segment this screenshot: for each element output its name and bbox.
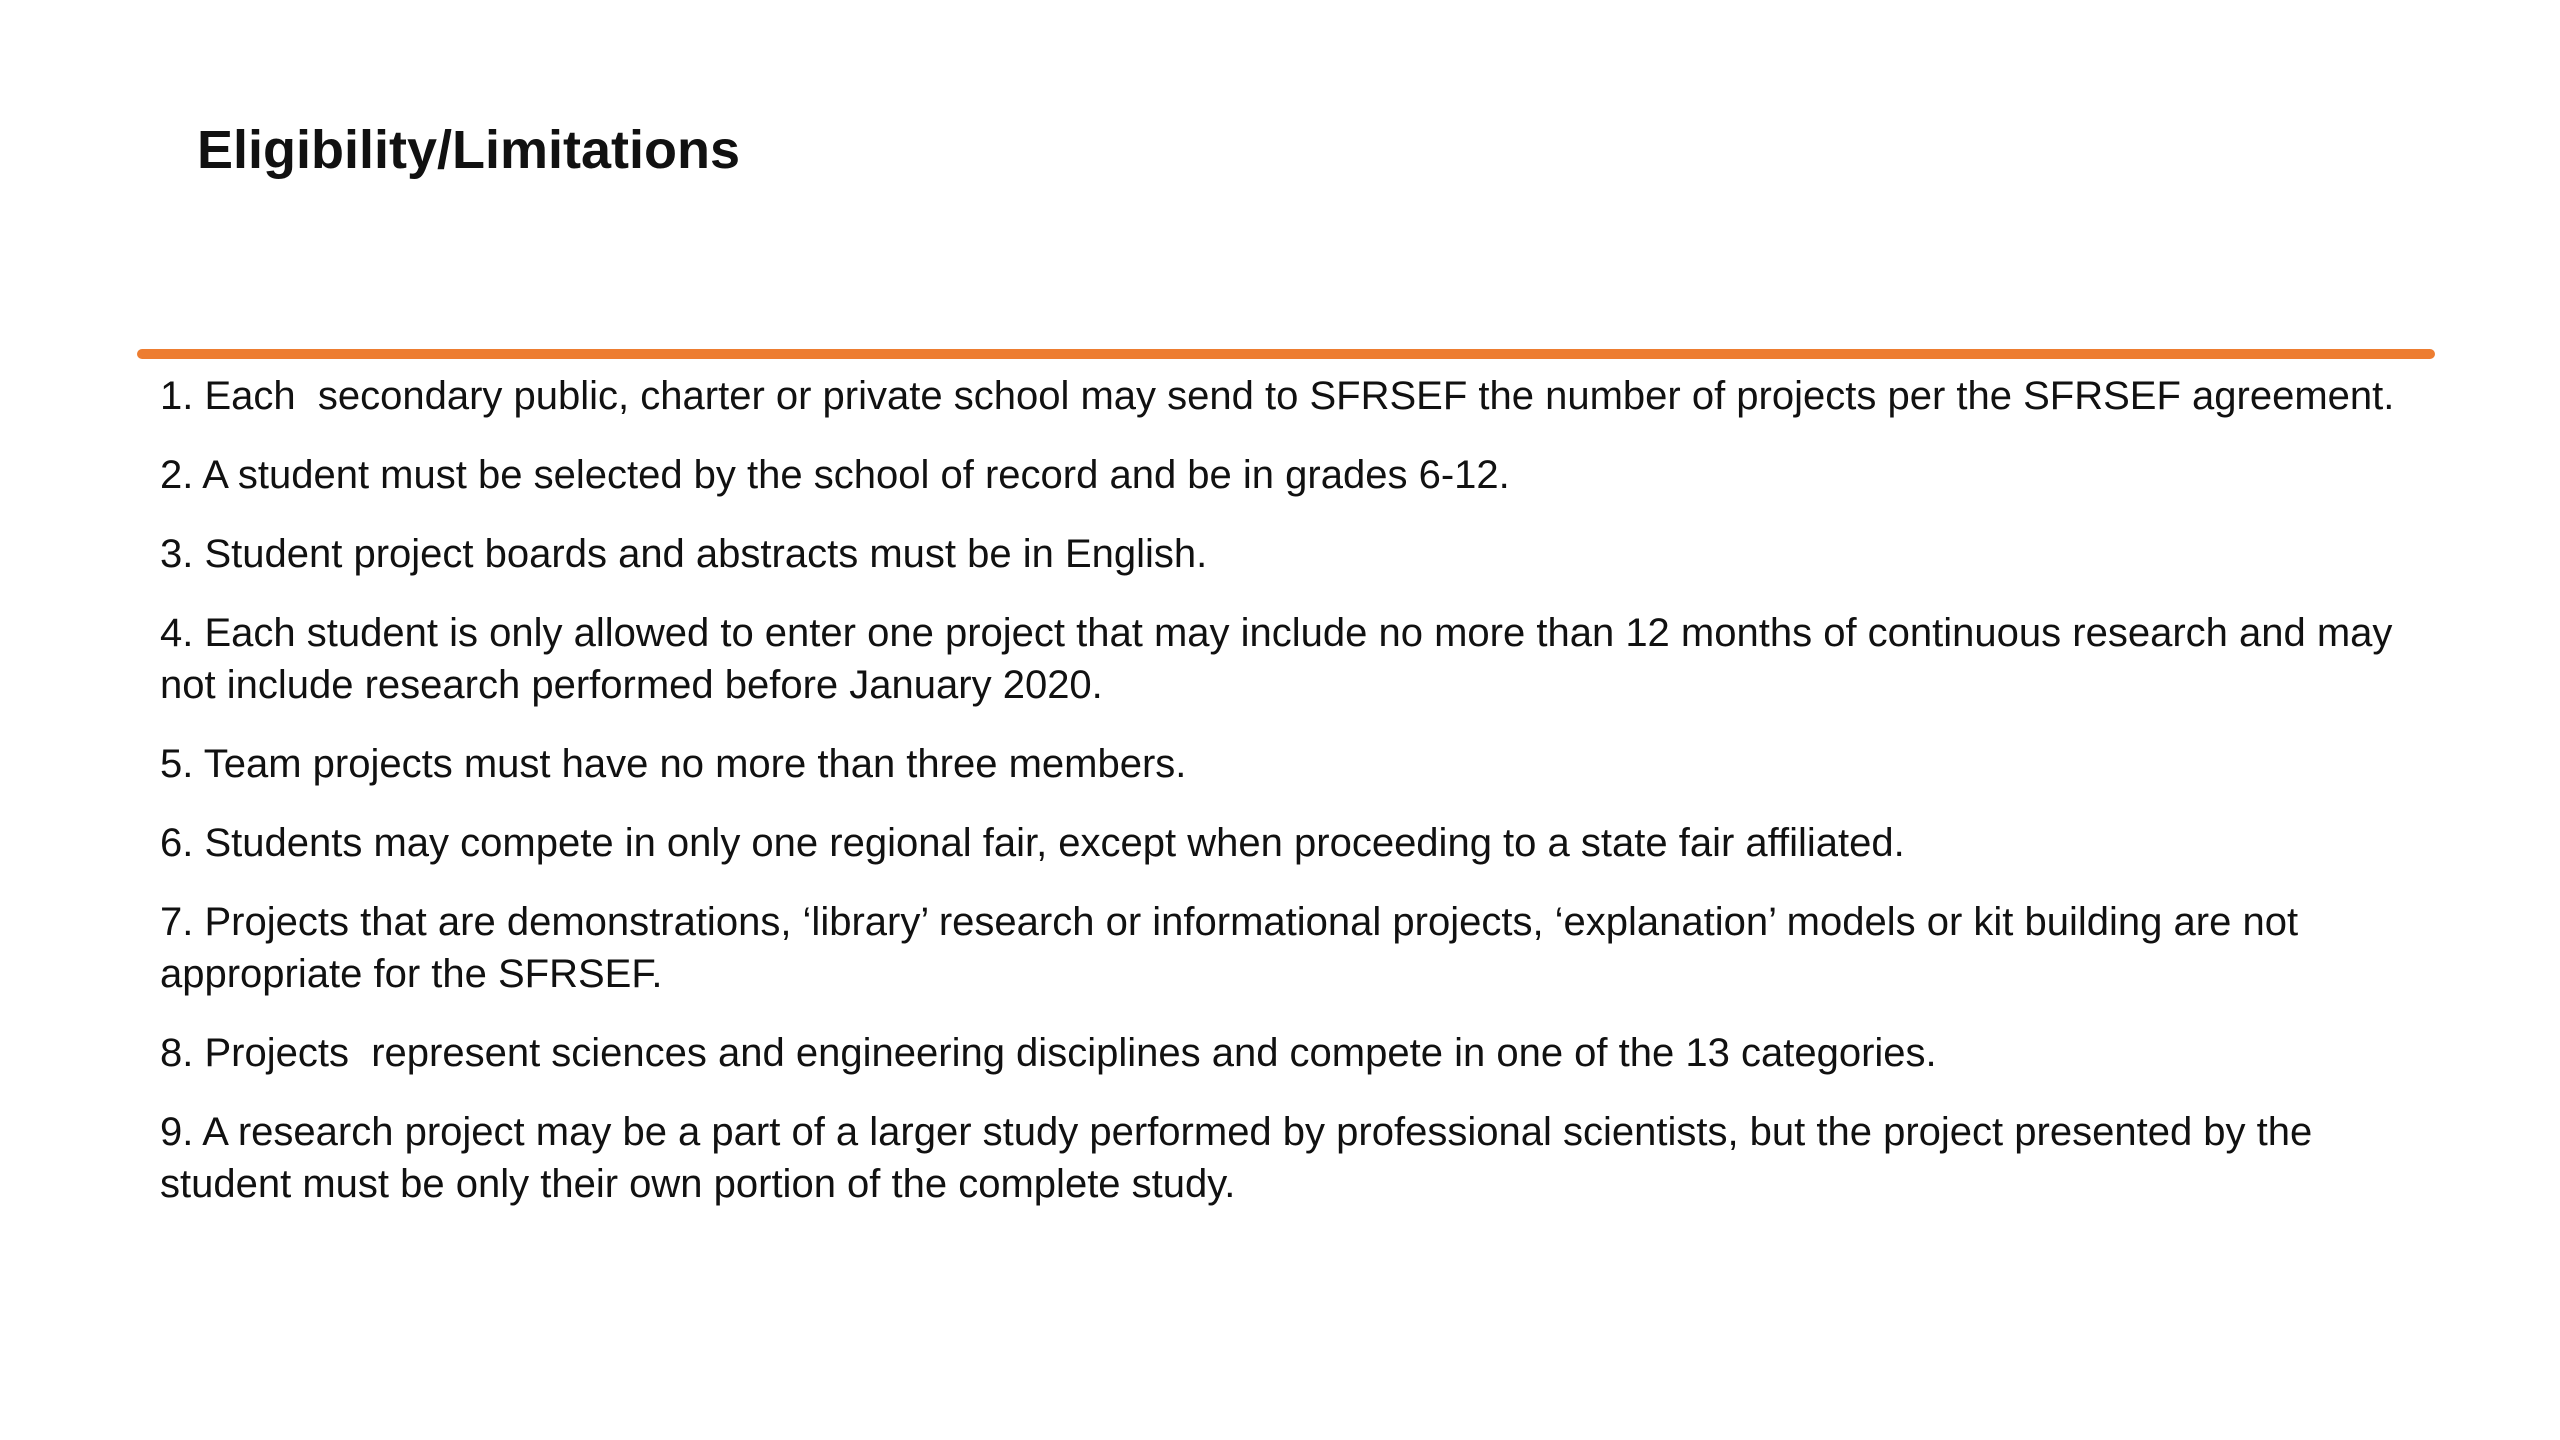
slide-title: Eligibility/Limitations — [197, 120, 741, 180]
title-divider — [137, 349, 2435, 359]
rule-item-5: 5. Team projects must have no more than three members. — [160, 742, 1187, 786]
rule-item-1: 1. Each secondary public, charter or private school may send to SFRSEF the number of projects per the SFRSEF agreement. — [160, 374, 2395, 418]
rule-item-6: 6. Students may compete in only one regional fair, except when proceeding to a state fair affiliated. — [160, 821, 1905, 865]
rule-item-4: 4. Each student is only allowed to enter one project that may include no more than 12 months of continuous research and may not include research performed before January 2020. — [160, 611, 2404, 707]
rule-item-9: 9. A research project may be a part of a larger study performed by professional scientists, but the project presented by the student must be only their own portion of the complete study. — [160, 1110, 2324, 1206]
rules-list — [160, 370, 2430, 1237]
rule-item-7: 7. Projects that are demonstrations, ‘library’ research or informational projects, ‘explanation’ models or kit building are not appropriate for the SFRSEF. — [160, 900, 2310, 996]
rule-item-3: 3. Student project boards and abstracts must be in English. — [160, 532, 1208, 576]
rule-item-2: 2. A student must be selected by the school of record and be in grades 6-12. — [160, 453, 1510, 497]
rule-item-8: 8. Projects represent sciences and engineering disciplines and compete in one of the 13 categories. — [160, 1031, 1937, 1075]
